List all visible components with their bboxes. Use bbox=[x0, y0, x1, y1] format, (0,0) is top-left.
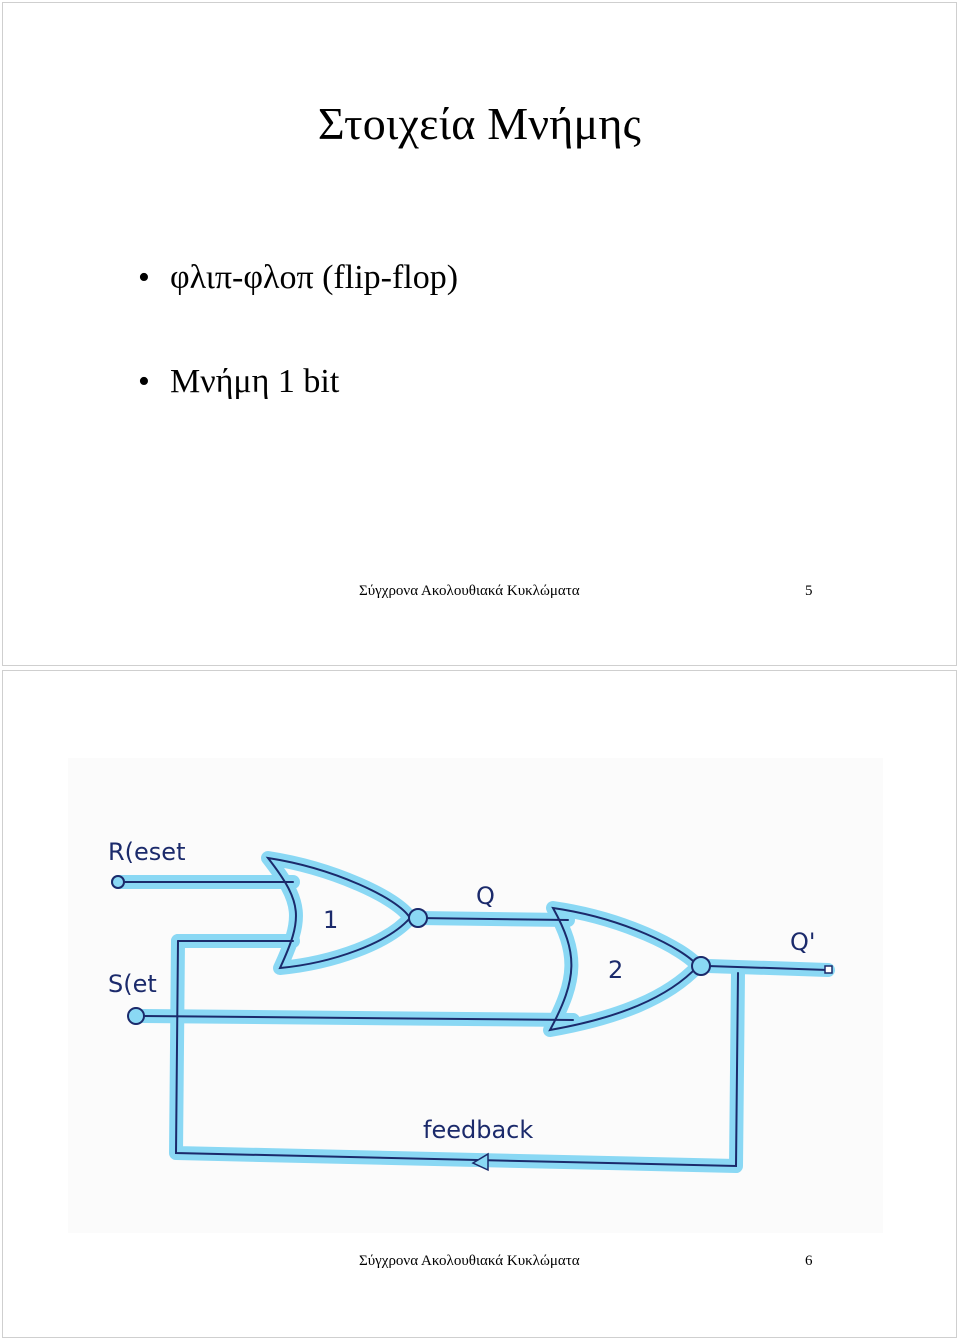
gate2-label: 2 bbox=[608, 956, 624, 984]
bullet-text: φλιπ-φλοπ (flip-flop) bbox=[170, 259, 459, 296]
slide-footer: Σύγχρονα Ακολουθιακά Κυκλώματα bbox=[359, 583, 580, 599]
bullet-text: Μνήμη 1 bit bbox=[170, 363, 340, 400]
bullet-dot-icon: • bbox=[138, 259, 150, 296]
reset-terminal bbox=[112, 876, 124, 888]
slide-footer: Σύγχρονα Ακολουθιακά Κυκλώματα bbox=[359, 1253, 580, 1269]
feedback-label: feedback bbox=[423, 1116, 534, 1144]
bullet-list bbox=[138, 258, 458, 466]
slide-5 bbox=[2, 2, 957, 666]
set-terminal bbox=[128, 1008, 144, 1024]
slide-title: Στοιχεία Μνήμης bbox=[317, 98, 642, 149]
q-label: Q bbox=[476, 882, 495, 910]
gate1-label: 1 bbox=[323, 906, 339, 934]
reset-label: R(eset bbox=[108, 838, 186, 866]
page-number: 5 bbox=[805, 583, 813, 599]
sr-latch-diagram bbox=[68, 758, 883, 1233]
gate2-bubble bbox=[692, 957, 710, 975]
bullet-dot-icon: • bbox=[138, 363, 150, 400]
page-number: 6 bbox=[805, 1253, 813, 1269]
qprime-terminal bbox=[825, 966, 832, 973]
slide-6 bbox=[2, 670, 957, 1338]
bullet-item bbox=[138, 362, 458, 402]
bullet-item bbox=[138, 258, 458, 298]
gate1-bubble bbox=[409, 909, 427, 927]
set-label: S(et bbox=[108, 970, 157, 998]
qprime-label: Q' bbox=[790, 928, 816, 956]
